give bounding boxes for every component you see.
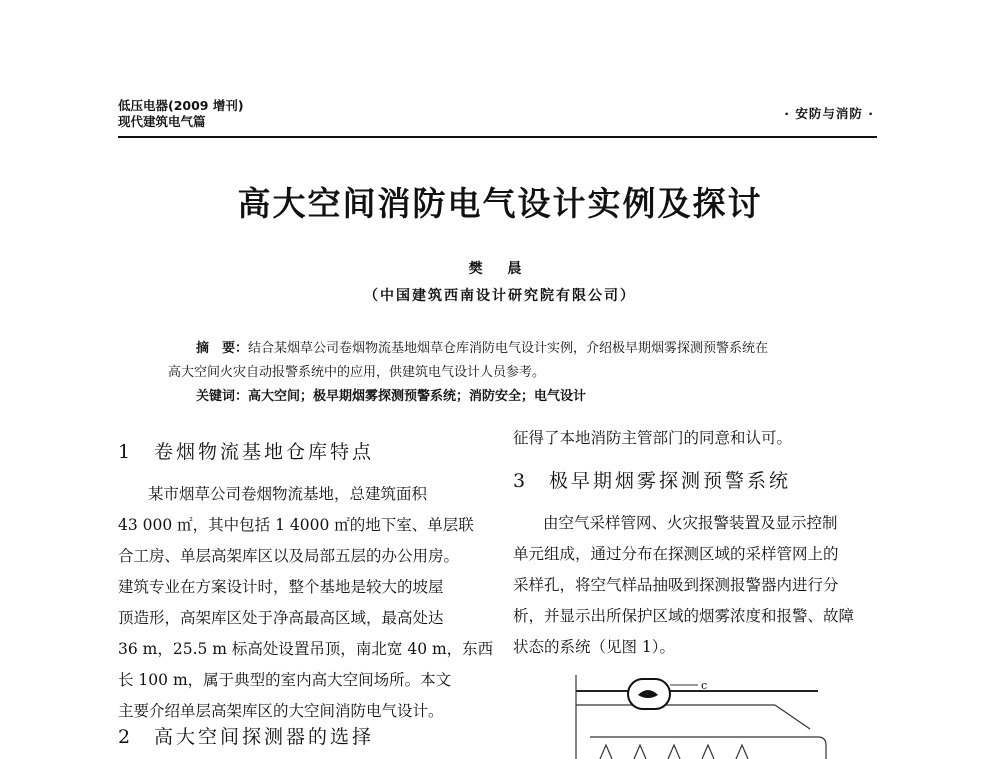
para3-line: 由空气采样管网、火灾报警装置及显示控制 bbox=[543, 514, 838, 532]
air-sampling-diagram bbox=[570, 665, 830, 759]
sampling-hole-icon bbox=[600, 745, 612, 759]
keywords-line bbox=[196, 385, 586, 409]
para1-line: 建筑专业在方案设计时，整个基地是较大的坡屋 bbox=[118, 578, 444, 596]
journal-name: 低压电器(2009 增刊) bbox=[118, 98, 244, 113]
para1-line: 36 m，25.5 m 标高处设置吊顶，南北宽 40 m，东西 bbox=[118, 640, 494, 658]
abstract-text-1: 结合某烟草公司卷烟物流基地烟草仓库消防电气设计实例，介绍极早期烟雾探测预警系统在 bbox=[248, 341, 769, 356]
section-2-title: 高大空间探测器的选择 bbox=[154, 726, 375, 748]
para1-line: 43 000 ㎡，其中包括 1 4000 ㎡的地下室、单层联 bbox=[118, 516, 474, 534]
abstract-line-2: 高大空间火灾自动报警系统中的应用，供建筑电气设计人员参考。 bbox=[168, 365, 546, 380]
sampling-hole-icon bbox=[668, 745, 680, 759]
para1-line: 顶造形，高架库区处于净高最高区域，最高处达 bbox=[118, 609, 444, 627]
para3-line: 单元组成，通过分布在探测区域的采样管网上的 bbox=[513, 545, 839, 563]
section-3-number: 3 bbox=[513, 470, 526, 492]
para3-line: 采样孔，将空气样品抽吸到探测报警器内进行分 bbox=[513, 576, 839, 594]
keywords-text: 高大空间；极早期烟雾探测预警系统；消防安全；电气设计 bbox=[248, 389, 587, 404]
author: 樊 晨 bbox=[468, 261, 532, 277]
sampling-hole-icon bbox=[702, 745, 714, 759]
para1-line: 长 100 m，属于典型的室内高大空间场所。本文 bbox=[118, 671, 452, 689]
para1-line: 某市烟草公司卷烟物流基地，总建筑面积 bbox=[148, 485, 428, 503]
sampling-hole-icon bbox=[634, 745, 646, 759]
section-tag: · 安防与消防 · bbox=[784, 106, 874, 121]
section-1-title: 卷烟物流基地仓库特点 bbox=[154, 441, 375, 463]
section-1-heading bbox=[118, 437, 374, 464]
para3-line: 析，并显示出所保护区域的烟雾浓度和报警、故障 bbox=[513, 607, 855, 625]
para3-line: 状态的系统（见图 1）。 bbox=[513, 638, 676, 656]
section-1-number: 1 bbox=[118, 441, 131, 463]
header-rule bbox=[118, 136, 877, 138]
diagram-pipe-slope bbox=[775, 705, 810, 729]
continuation-line: 征得了本地消防主管部门的同意和认可。 bbox=[513, 429, 793, 447]
diagram-pipe-bend bbox=[818, 737, 826, 759]
paper-title: 高大空间消防电气设计实例及探讨 bbox=[237, 184, 763, 223]
sampling-hole-icon bbox=[736, 745, 748, 759]
affiliation: （中国建筑西南设计研究院有限公司） bbox=[364, 288, 636, 304]
keywords-label: 关键词： bbox=[196, 389, 249, 404]
section-3-heading bbox=[513, 466, 791, 493]
section-3-title: 极早期烟雾探测预警系统 bbox=[549, 470, 792, 492]
figure-pointer-label: c bbox=[701, 679, 708, 692]
section-2-heading bbox=[118, 722, 374, 749]
para1-line: 主要介绍单层高架库区的大空间消防电气设计。 bbox=[118, 702, 444, 720]
abstract-line-1 bbox=[196, 337, 768, 361]
para1-line: 合工房、单层高架库区以及局部五层的办公用房。 bbox=[118, 547, 460, 565]
journal-subtitle: 现代建筑电气篇 bbox=[118, 114, 206, 129]
section-2-number: 2 bbox=[118, 726, 131, 748]
abstract-label: 摘 要： bbox=[196, 341, 249, 356]
